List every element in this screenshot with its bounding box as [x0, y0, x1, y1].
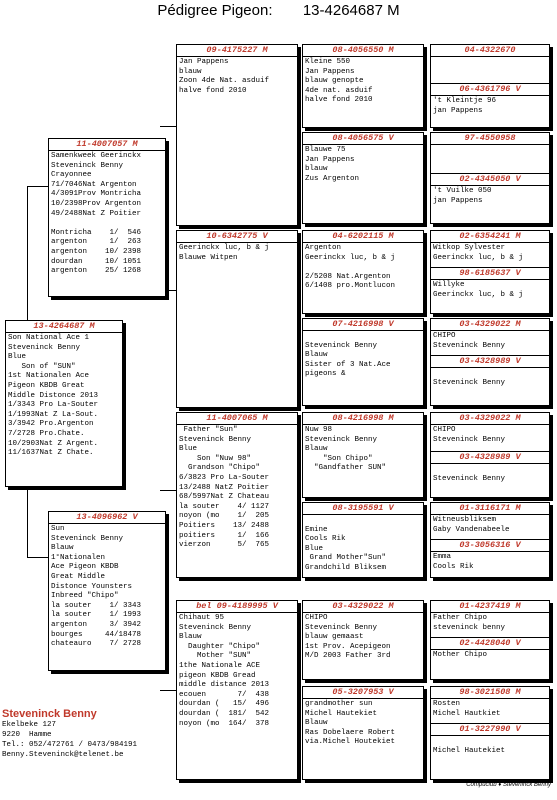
- ring-number: 98-3021508 M: [431, 687, 549, 699]
- footer-credit: Compuclub ♦ Steveninck Benny: [466, 782, 551, 788]
- pigeon-details: 't Kleintje 96 jan Pappens: [433, 97, 497, 115]
- ring-number: 11-4007057 M: [49, 139, 165, 151]
- breeder-email: Benny.Steveninck@telenet.be: [2, 751, 124, 759]
- pedigree-box-gen4-pair: [430, 318, 550, 406]
- ring-number: 02-6354241 M: [431, 231, 549, 243]
- connector-line: [27, 487, 28, 557]
- pigeon-details: Sun Steveninck Benny Blauw 1°Nationalen Ace Pigeon KBDB Great Middle Distonce Younsters Inbreed "Chipo" la souter 1/ 3343 la souter 1/ 1993 argenton 3/ 3942 bourges 44/18478 chateauro 7/ 2728: [51, 525, 142, 649]
- pigeon-details: Samenkweek Geerinckx Steveninck Benny Crayonnee 71/7046Nat Argenton 4/3091Prov Montricha 10/2398Prov Argenton 49/2488Nat Z Poitier Montricha 1/ 546 argenton 1/ 263 argenton 10/ 2398 dourdan 10/ 1051 argenton 25/ 1268: [51, 152, 142, 276]
- pedigree-box-gen3: [302, 230, 424, 314]
- pigeon-details: Father "Sun" Steveninck Benny Blue Son "Nuw 98" Grandson "Chipo" 6/3823 Pro La-Souter 13/2488 NatZ Poitier 68/5997Nat Z Chateau la souter 4/ 1127 noyon (mo 1/ 205 Poitiers 13/ 2488 poitiers 1/ 166 vierzon 5/ 765: [179, 426, 270, 550]
- ring-number: 01-3116171 M: [431, 503, 549, 515]
- pedigree-box-subject: [5, 320, 123, 487]
- pigeon-details: Mother Chipo: [433, 651, 488, 659]
- pigeon-details: Blauwe 75 Jan Pappens blauw Zus Argenton: [305, 146, 360, 183]
- pedigree-box-gen2: [176, 412, 298, 578]
- pedigree-box-gen3: [302, 132, 424, 224]
- connector-line: [160, 126, 176, 127]
- pigeon-details: [431, 57, 549, 59]
- ring-number: 07-4216998 V: [303, 319, 423, 331]
- ring-number: 01-4237419 M: [431, 601, 549, 613]
- breeder-phone: Tel.: 052/472761 / 0473/984191: [2, 741, 138, 749]
- ring-number: 03-4328989 V: [431, 452, 549, 464]
- pedigree-box-gen4-pair: [430, 132, 550, 224]
- pigeon-details: Steveninck Benny Blauw Sister of 3 Nat.Ace pigeons &: [305, 341, 391, 379]
- ring-number: 01-3227990 V: [431, 724, 549, 736]
- connector-line: [27, 186, 28, 320]
- ring-number: 03-4328989 V: [431, 356, 549, 368]
- pigeon-details: Witkop Sylvester Geerinckx luc, b & j: [433, 244, 524, 262]
- pigeon-details: Nuw 98 Steveninck Benny Blauw "Son Chipo" "Gandfather SUN": [305, 426, 387, 473]
- pedigree-box-gen4-pair: [430, 686, 550, 780]
- ring-number: 03-3056316 V: [431, 540, 549, 552]
- pigeon-details: Michel Hautekiet: [433, 746, 506, 755]
- ring-number: 02-4428040 V: [431, 638, 549, 650]
- ring-number: 03-4329022 M: [303, 601, 423, 613]
- pigeon-details: Kleine 550 Jan Pappens blauw genopte 4de nat. asduif halve fond 2010: [305, 58, 373, 105]
- ring-number: 04-6202115 M: [303, 231, 423, 243]
- ring-number: 13-4096962 V: [49, 512, 165, 524]
- ring-number: bel 09-4189995 V: [177, 601, 297, 613]
- pigeon-details: Witneusbliksem Gaby Vandenabeele: [433, 516, 510, 534]
- ring-number: 98-6185637 V: [431, 268, 549, 280]
- ring-number: 02-4345050 V: [431, 174, 549, 186]
- pigeon-details: Son National Ace 1 Steveninck Benny Blue Son of "SUN" 1st Nationalen Ace Pigeon KBDB Great Middle Distonce 2013 1/3343 Pro La-Souter 1/1993Nat Z La-Sout. 3/3942 Pro.Argenton 7/2728 Pro.Chate. 10/2903Nat Z Argent. 11/1637Nat Z Chate.: [8, 334, 99, 458]
- title-ring: 13-4264687 M: [302, 2, 400, 19]
- pigeon-details: CHIPO Steveninck Benny: [433, 332, 506, 350]
- pedigree-box-gen3: [302, 44, 424, 128]
- pedigree-box-gen4-pair: [430, 600, 550, 680]
- ring-number: 05-3207953 V: [303, 687, 423, 699]
- pedigree-box-gen4-pair: [430, 502, 550, 578]
- pigeon-details: Emine Cools Rik Blue Grand Mother"Sun" Grandchild Bliksem: [305, 525, 387, 572]
- connector-line: [160, 490, 176, 491]
- pigeon-details: Steveninck Benny: [433, 378, 506, 387]
- pedigree-box-gen2: [176, 600, 298, 780]
- breeder-city: 9220 Hamme: [2, 731, 52, 739]
- pedigree-box-gen3: [302, 600, 424, 680]
- pedigree-box-dam: [48, 511, 166, 671]
- breeder-info: [2, 708, 137, 760]
- pigeon-details: Chihaut 95 Steveninck Benny Blauw Daughter "Chipo" Mother "SUN" 1the Nationale ACE pigeon KBDB Gread middle distance 2013 ecouen 7/ 438 dourdan ( 15/ 496 dourdan ( 181/ 542 noyon (mo 164/ 378: [179, 614, 270, 728]
- pigeon-details: [431, 145, 549, 147]
- pigeon-details: CHIPO Steveninck Benny blauw gemaast 1st Prov. Acepigeon M/D 2003 Father 3rd: [305, 614, 391, 661]
- pigeon-details: CHIPO Steveninck Benny: [433, 426, 506, 444]
- pedigree-box-gen2: [176, 230, 298, 408]
- ring-number: 04-4322670: [431, 45, 549, 57]
- ring-number: 11-4007065 M: [177, 413, 297, 425]
- pigeon-details: Father Chipo steveninck benny: [433, 614, 506, 632]
- ring-number: 03-4329022 M: [431, 413, 549, 425]
- breeder-name: Steveninck Benny: [2, 708, 97, 720]
- ring-number: 08-4056550 M: [303, 45, 423, 57]
- ring-number: 08-3195591 V: [303, 503, 423, 515]
- connector-line: [27, 557, 48, 558]
- pigeon-details: Steveninck Benny: [433, 474, 506, 483]
- ring-number: 08-4056575 V: [303, 133, 423, 145]
- breeder-street: Ekelbeke 127: [2, 721, 57, 729]
- pigeon-details: Willyke Geerinckx luc, b & j: [433, 281, 524, 299]
- pedigree-box-gen3: [302, 318, 424, 406]
- ring-number: 09-4175227 M: [177, 45, 297, 57]
- pedigree-box-gen2: [176, 44, 298, 226]
- ring-number: 06-4361796 V: [431, 84, 549, 96]
- pedigree-box-sire: [48, 138, 166, 297]
- pedigree-box-gen3: [302, 412, 424, 498]
- connector-line: [160, 690, 176, 691]
- pigeon-details: Rosten Michel Hautkiet: [433, 700, 501, 718]
- pigeon-details: Emma Cools Rik: [433, 553, 474, 571]
- pedigree-box-gen3: [302, 502, 424, 578]
- ring-number: 08-4216998 M: [303, 413, 423, 425]
- pigeon-details: Geerinckx luc, b & j Blauwe Witpen: [179, 244, 270, 262]
- ring-number: 13-4264687 M: [6, 321, 122, 333]
- pigeon-details: Argenton Geerinckx luc, b & j 2/5208 Nat.Argenton 6/1408 pro.Montlucon: [305, 244, 396, 291]
- pigeon-details: grandmother sun Michel Hautekiet Blauw Ras Dobelaere Robert via.Michel Houtekiet: [305, 700, 396, 747]
- ring-number: 97-4550958: [431, 133, 549, 145]
- pedigree-box-gen4-pair: [430, 44, 550, 128]
- pedigree-box-gen3: [302, 686, 424, 780]
- title-label: Pédigree Pigeon:: [157, 2, 273, 19]
- ring-number: 03-4329022 M: [431, 319, 549, 331]
- pedigree-box-gen4-pair: [430, 412, 550, 498]
- connector-line: [27, 186, 48, 187]
- page-title: [0, 2, 557, 19]
- pigeon-details: 't Vuilke 050 jan Pappens: [433, 187, 492, 205]
- pedigree-box-gen4-pair: [430, 230, 550, 314]
- pigeon-details: Jan Pappens blauw Zoon 4de Nat. asduif halve fond 2010: [179, 58, 270, 95]
- ring-number: 10-6342775 V: [177, 231, 297, 243]
